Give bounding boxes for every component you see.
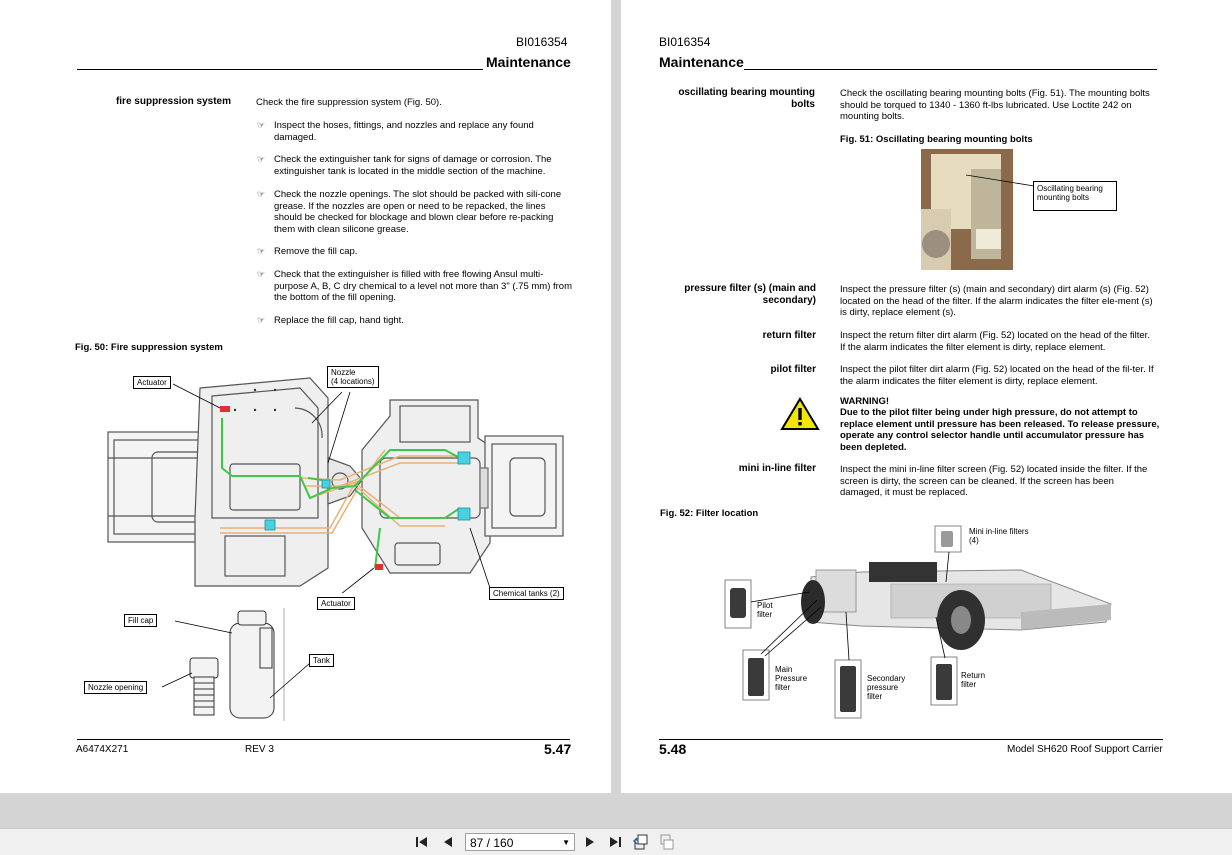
warning-text: Due to the pilot filter being under high pressure, do not attempt to replace element until pressure has been released. To release pressure, operate any control selector handle until accumulator pressure has been depleted. bbox=[840, 407, 1160, 453]
page-number: 5.47 bbox=[544, 741, 572, 757]
bullet-item: ☞ Replace the fill cap, hand tight. bbox=[257, 315, 404, 326]
section-label-fire: fire suppression system bbox=[115, 96, 231, 107]
forward-view-icon[interactable] bbox=[659, 834, 675, 850]
figure-caption-51: Fig. 51: Oscillating bearing mounting bolts bbox=[840, 134, 1033, 145]
bullet-item: ☞ Check the nozzle openings. The slot should be packed with sili-cone grease. If the nozzles are open or need to be repacked, the lines should be checked for blockage and blown clear before re-packing them with clean silicone grease. bbox=[257, 189, 562, 235]
pointing-hand-icon: ☞ bbox=[257, 269, 266, 279]
section-text-oscillating: Check the oscillating bearing mounting bolts (Fig. 51). The mounting bolts should be torqued to 1340 - 1360 ft-lbs lubricated. Use Loctite 242 on mounting bolts. bbox=[840, 88, 1150, 122]
label-main-pressure-filter: Main Pressure filter bbox=[775, 665, 808, 692]
filter-location-diagram bbox=[721, 522, 1121, 722]
viewer-background bbox=[0, 793, 1232, 828]
oscillating-bearing-photo bbox=[921, 149, 1013, 270]
right-page bbox=[621, 0, 1232, 793]
callout-fill-cap: Fill cap bbox=[124, 614, 157, 627]
header-rule bbox=[744, 69, 1157, 70]
warning-triangle-icon bbox=[780, 397, 820, 431]
fire-suppression-diagram bbox=[100, 368, 570, 593]
section-label-pilot-filter: pilot filter bbox=[770, 364, 816, 375]
fig51-leader bbox=[966, 170, 1036, 190]
label-pilot-filter: Pilot filter bbox=[757, 601, 773, 619]
bullet-item: ☞ Inspect the hoses, fittings, and nozzles and replace any found damaged. bbox=[257, 120, 534, 143]
pointing-hand-icon: ☞ bbox=[257, 120, 266, 130]
section-text-return-filter: Inspect the return filter dirt alarm (Fig. 52) located on the head of the filter. If the alarm indicates the filter element is dirty, replace element. bbox=[840, 330, 1150, 353]
chevron-down-icon: ▼ bbox=[562, 838, 570, 847]
footer-part-number: A6474X271 bbox=[76, 744, 129, 755]
back-view-icon[interactable] bbox=[633, 834, 649, 850]
section-label-pressure-filter: pressure filter (s) (main and secondary) bbox=[684, 283, 816, 306]
bullet-item: ☞ Check the extinguisher tank for signs of damage or corrosion. The extinguisher tank is located in the middle section of the machine. bbox=[257, 154, 552, 177]
pointing-hand-icon: ☞ bbox=[257, 315, 266, 325]
callout-nozzle-opening: Nozzle opening bbox=[84, 681, 147, 694]
label-mini-inline-filters: Mini in-line filters (4) bbox=[969, 527, 1029, 545]
left-page bbox=[0, 0, 611, 793]
label-secondary-pressure-filter: Secondary pressure filter bbox=[867, 674, 906, 701]
pointing-hand-icon: ☞ bbox=[257, 154, 266, 164]
next-page-icon[interactable] bbox=[582, 834, 598, 850]
page-number-select[interactable] bbox=[465, 833, 575, 851]
label-return-filter: Return filter bbox=[961, 671, 986, 689]
section-intro: Check the fire suppression system (Fig. 50). bbox=[256, 97, 442, 108]
doc-code: BI016354 bbox=[516, 35, 568, 49]
section-text-pilot-filter: Inspect the pilot filter dirt alarm (Fig. 52) located on the head of the fil-ter. If the alarm indicates the filter element is dirty, replace element. bbox=[840, 364, 1154, 387]
section-text-pressure-filter: Inspect the pressure filter (s) (main and secondary) dirt alarm (s) (Fig. 52) located on the head of the filter. If the alarm indicates the filter ele-ment (s) is dirty, replace element (s). bbox=[840, 284, 1153, 318]
callout-chemical-tanks: Chemical tanks (2) bbox=[489, 587, 564, 600]
section-label-mini-filter: mini in-line filter bbox=[738, 463, 816, 474]
doc-code: BI016354 bbox=[659, 35, 711, 49]
viewer-toolbar bbox=[0, 828, 1232, 855]
callout-oscillating-bearing: Oscillating bearing mounting bolts bbox=[1033, 181, 1117, 211]
callout-actuator-top: Actuator bbox=[133, 376, 171, 389]
footer-rule bbox=[659, 739, 1163, 740]
footer-model: Model SH620 Roof Support Carrier bbox=[1007, 744, 1163, 755]
callout-actuator-bottom: Actuator bbox=[317, 597, 355, 610]
page-indicator: 87 / 160 bbox=[470, 836, 514, 850]
callout-nozzle: Nozzle (4 locations) bbox=[327, 366, 379, 388]
page-heading: Maintenance bbox=[659, 54, 744, 70]
last-page-icon[interactable] bbox=[607, 834, 623, 850]
page-number: 5.48 bbox=[659, 741, 687, 757]
bullet-item: ☞ Remove the fill cap. bbox=[257, 246, 358, 257]
page-heading: Maintenance bbox=[486, 54, 571, 70]
first-page-icon[interactable] bbox=[414, 834, 430, 850]
callout-tank: Tank bbox=[309, 654, 334, 667]
section-label-return-filter: return filter bbox=[762, 330, 816, 341]
footer-rule bbox=[77, 739, 570, 740]
header-rule bbox=[77, 69, 483, 70]
footer-revision: REV 3 bbox=[245, 744, 274, 755]
warning-title: WARNING! bbox=[840, 396, 890, 407]
bullet-item: ☞ Check that the extinguisher is filled with free flowing Ansul multi-purpose A, B, C dry chemical to a level not more than 3" (.75 mm) from the bottom of the fill opening. bbox=[257, 269, 572, 303]
figure-caption-50: Fig. 50: Fire suppression system bbox=[75, 342, 223, 353]
prev-page-icon[interactable] bbox=[440, 834, 456, 850]
section-text-mini-filter: Inspect the mini in-line filter screen (Fig. 52) located inside the filter. If the screen is dirty, the screen can be cleaned. If the screen has been damaged, it must be replaced. bbox=[840, 464, 1148, 498]
figure-caption-52: Fig. 52: Filter location bbox=[660, 508, 759, 519]
section-label-oscillating: oscillating bearing mounting bolts bbox=[678, 87, 815, 110]
pointing-hand-icon: ☞ bbox=[257, 246, 266, 256]
pointing-hand-icon: ☞ bbox=[257, 189, 266, 199]
